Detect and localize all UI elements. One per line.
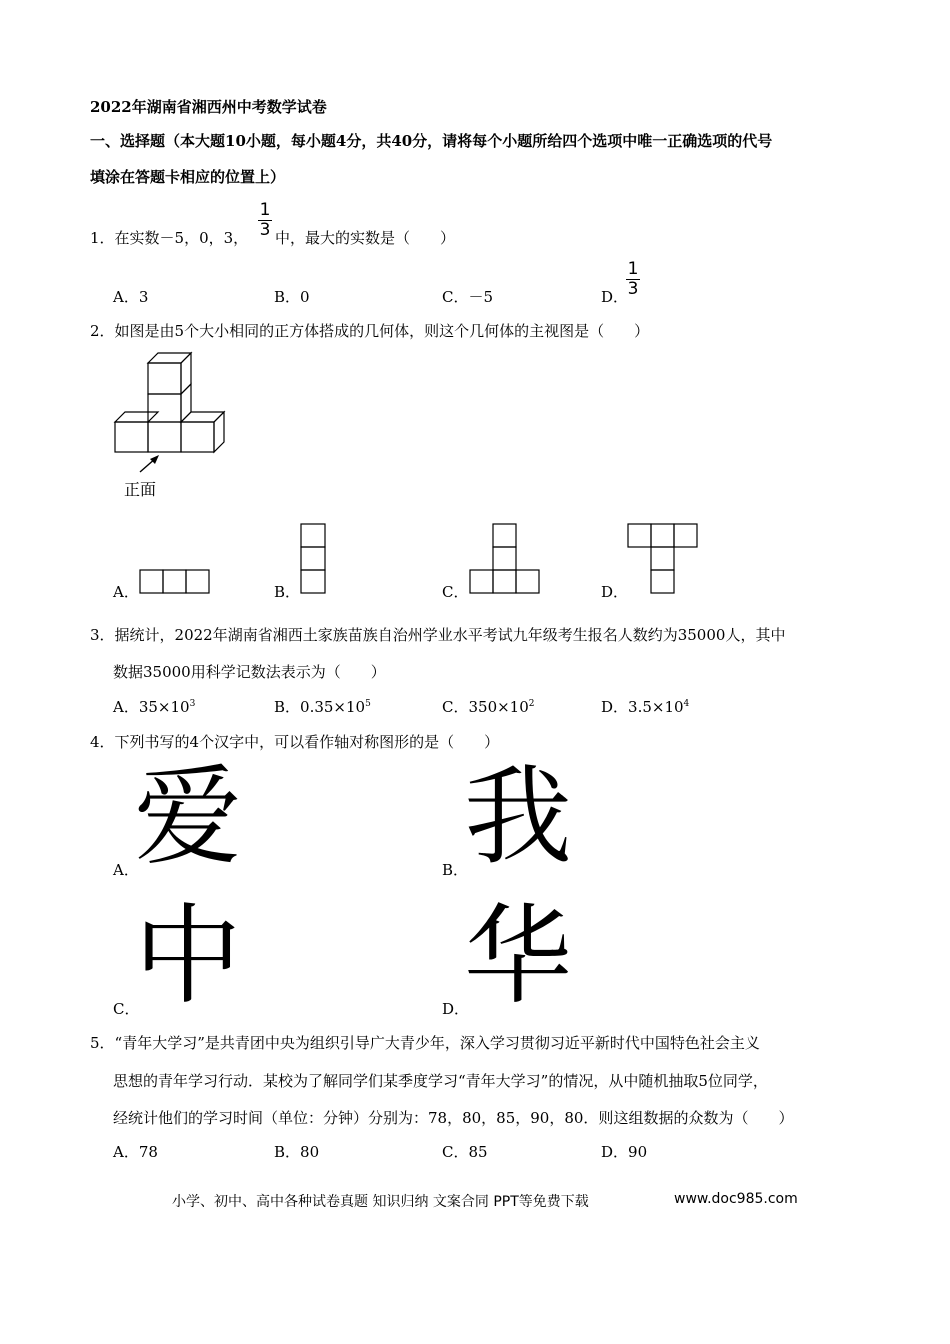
view-a-shape (140, 570, 209, 593)
fraction-denominator: 3 (627, 279, 639, 299)
q1-option-d: D． (601, 288, 629, 306)
q3-option-b (274, 696, 371, 717)
q1-stem: 1．在实数－5，0，3， (90, 229, 249, 247)
q3-d-exponent: 4 (683, 699, 690, 709)
q5-option-b: B．80 (274, 1143, 320, 1161)
exam-title: 2022年湖南省湘西州中考数学试卷 (90, 98, 327, 116)
q3-option-d (601, 696, 689, 717)
footer-link[interactable]: www.doc985.com (674, 1191, 798, 1207)
section-heading-line1: 一、选择题（本大题10小题，每小题4分，共40分，请将每个小题所给四个选项中唯一正确选项的代号 (90, 132, 773, 150)
view-b-shape (301, 524, 325, 593)
q4-option-a: A． (113, 861, 139, 879)
q2-stem: 2．如图是由5个大小相同的正方体搭成的几何体，则这个几何体的主视图是（ ） (90, 322, 650, 340)
q3-a-exponent: 3 (189, 699, 196, 709)
q4-option-d: D． (442, 1000, 470, 1018)
q4-option-b: B． (442, 861, 469, 879)
section-heading-line2: 填涂在答题卡相应的位置上） (90, 168, 286, 186)
q3-stem-line1: 3．据统计，2022年湖南省湘西土家族苗族自治州学业水平考试九年级考生报名人数约为35000人，其中 (90, 626, 786, 644)
q3-stem-line2: 数据35000用科学记数法表示为（ ） (113, 663, 386, 681)
q3-a-base: A．35×10 (113, 698, 190, 716)
footer-text: 小学、初中、高中各种试卷真题 知识归纳 文案合同 PPT等免费下载 (172, 1194, 589, 1210)
q5-option-a: A．78 (113, 1143, 158, 1161)
q2-option-a: A． (113, 583, 139, 601)
q3-option-c (442, 696, 535, 717)
q3-b-base: B．0.35×10 (274, 698, 366, 716)
q1-option-a: A．3 (113, 288, 149, 306)
q5-option-d: D．90 (601, 1143, 648, 1161)
q4-char-wo: 我 (464, 755, 573, 880)
q2-option-b: B． (274, 583, 301, 601)
q4-stem: 4．下列书写的4个汉字中，可以看作轴对称图形的是（ ） (90, 733, 500, 751)
q1-option-b: B．0 (274, 288, 310, 306)
q2-option-views (0, 0, 950, 600)
q2-option-c: C． (442, 583, 469, 601)
q4-char-zhong: 中 (134, 894, 243, 1019)
fraction-denominator: 3 (259, 220, 271, 240)
q5-stem-line3: 经统计他们的学习时间（单位：分钟）分别为：78，80，85，90，80．则这组数据的众数为（ ） (113, 1109, 794, 1127)
q3-d-base: D．3.5×10 (601, 698, 684, 716)
q5-stem-line1: 5．“青年大学习”是共青团中央为组织引导广大青少年，深入学习贯彻习近平新时代中国特色社会主义 (90, 1034, 760, 1052)
view-d-shape (628, 524, 697, 593)
fraction-numerator: 1 (259, 200, 271, 220)
q1-option-c: C．－5 (442, 288, 494, 306)
q3-option-a (113, 696, 195, 717)
q3-c-base: C．350×10 (442, 698, 529, 716)
q4-char-hua: 华 (464, 894, 573, 1019)
q5-stem-line2: 思想的青年学习行动．某校为了解同学们某季度学习“青年大学习”的情况，从中随机抽取5位同学， (113, 1072, 768, 1090)
fraction-numerator: 1 (627, 259, 639, 279)
q5-option-c: C．85 (442, 1143, 488, 1161)
q4-char-ai: 爱 (134, 755, 243, 880)
q3-b-exponent: 5 (365, 699, 371, 709)
q2-front-label: 正面 (124, 480, 157, 499)
view-c-shape (470, 524, 539, 593)
q2-option-d: D． (601, 583, 629, 601)
q3-c-exponent: 2 (528, 699, 535, 709)
q4-option-c: C． (113, 1000, 140, 1018)
q1-stem-end: 中，最大的实数是（ ） (275, 229, 456, 247)
